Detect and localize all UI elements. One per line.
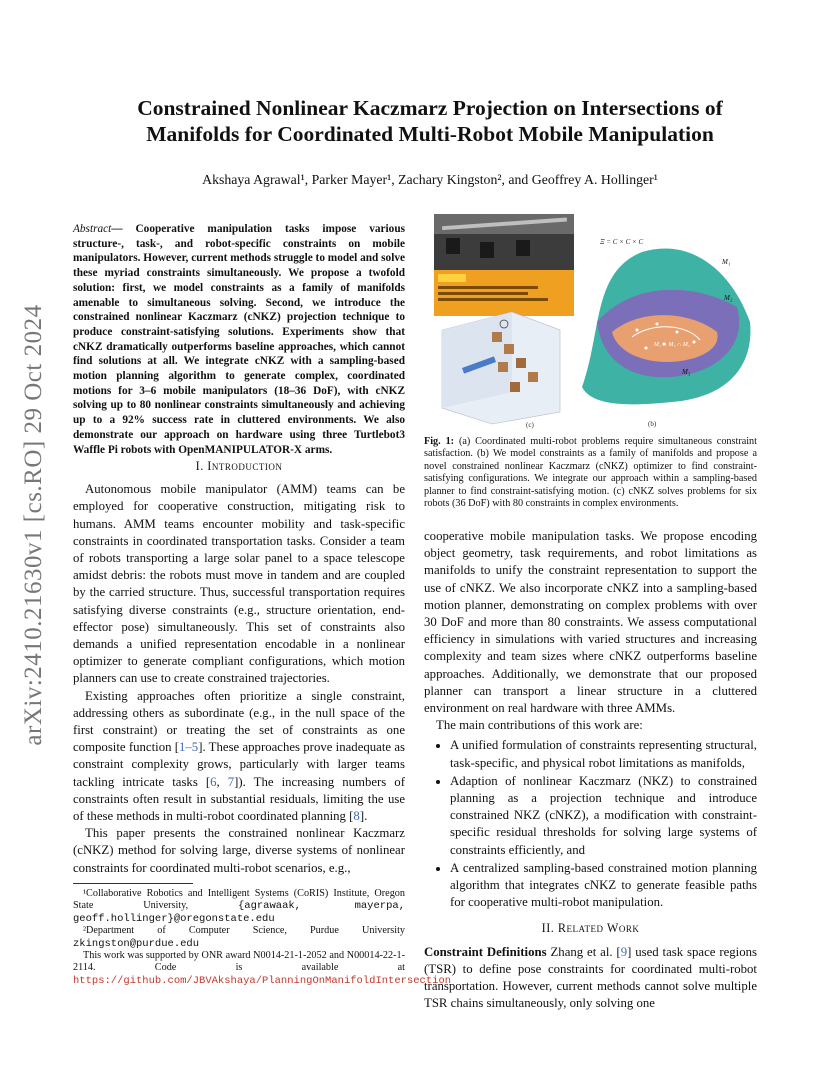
citation-link[interactable]: 8: [353, 809, 360, 824]
caption-label: Fig. 1:: [424, 436, 455, 447]
contribution-item: • Adaption of nonlinear Kaczmarz (NKZ) to constrained planning as a projection technique and introduce constrained NKZ (cNKZ), a modification with constraint-specific residual thresholds for solving large systems of constraints efficiently, and: [450, 773, 757, 859]
arxiv-identifier: arXiv:2410.21630v1 [cs.RO] 29 Oct 2024: [20, 304, 47, 746]
contributions-intro: The main contributions of this work are:: [436, 718, 643, 733]
figure-1-caption: [424, 436, 757, 510]
footnote-rule: [73, 883, 193, 884]
paper-title: [70, 95, 790, 147]
footnotes: [73, 887, 452, 987]
configuration-space-label: Ξ = C × C × C: [600, 238, 644, 246]
left-column: [73, 458, 452, 987]
code-url-link[interactable]: https://github.com/JBVAkshaya/PlanningOnManifoldIntersection: [73, 974, 452, 987]
footnote-3: This work was supported by ONR award N0014-21-1-2052 and N00014-22-1-2114. Code is available at https://github.com/JBVAkshaya/PlanningOnManifoldIntersection: [73, 949, 452, 987]
citation-link[interactable]: 1–5: [179, 740, 199, 755]
manifold-3-label: M₃: [682, 368, 691, 376]
figure-panel-b: [582, 238, 750, 428]
related-work-subheading: Constraint Definitions: [424, 944, 547, 959]
caption-text: (a) Coordinated multi-robot problems require simultaneous constraint satisfaction. (b) We model constraints as a family of manifolds and propose a novel constrained nonlinear Kaczmarz (cNKZ) optimizer to find constraint-satisfying configurations. We integrate our approach within a sampling-based planner to find constraint-satisfying motion. (c) cNKZ solves problems for six robots (36 DoF) with 80 constraints in complex environments.: [424, 436, 757, 510]
abstract-label: Abstract: [73, 223, 112, 235]
contributions-list: [424, 737, 757, 911]
intro-paragraph-2: Existing approaches often prioritize a single constraint, addressing others as subordinate (e.g., in the null space of the first constraint) or treating the set of constraints as one composite function [1–5]. These approaches prove inadequate as constraint complexity grows, particularly with larger teams tackling intricate tasks [6, 7]). The increasing numbers of constraints often result in substantial residuals, limiting the use of these methods in multi-robot coordinated planning [8].: [73, 688, 405, 824]
contribution-item: • A centralized sampling-based constrained motion planning algorithm that integrates cNKZ to generate feasible paths for cooperative multi-robot manipulation.: [450, 860, 757, 912]
intro-paragraph-1: Autonomous mobile manipulator (AMM) teams can be employed for cooperative construction, mitigating risk to humans. AMM teams encounter mobility and task-specific constraints in coordinated transportation tasks. Consider a team of robots transporting a large solar panel to a space telescope amidst debris: the robots must move in tandem and are coupled by the carried structure. Thus, successful transportation requires satisfying diverse constraints (e.g., structure orientation, end-effector pose) simultaneously. This set of constraints also demands a unified representation encodable in a nonlinear optimizer to generate compliant configurations, which motion planners can use to create constrained trajectories.: [73, 482, 405, 686]
panel-c-label: (c): [526, 421, 534, 429]
intersection-label: M₁ ∩ M₂ ∩ M₃: [654, 342, 690, 348]
manifold-1-label: M₁: [722, 258, 731, 266]
footnote-2: ²Department of Computer Science, Purdue University zkingston@purdue.edu: [73, 925, 405, 950]
citation-link[interactable]: 7: [227, 774, 235, 789]
right-column: [424, 528, 757, 1012]
figure-panel-c: [442, 312, 560, 429]
citation-link[interactable]: 9: [620, 944, 628, 959]
figure-panel-a: [434, 214, 574, 324]
title-line-1: Constrained Nonlinear Kaczmarz Projection on Intersections of: [137, 96, 723, 120]
title-line-2: Manifolds for Coordinated Multi-Robot Mobile Manipulation: [146, 122, 714, 146]
related-work-paragraph: Constraint Definitions Zhang et al. [9] used task space regions (TSR) to define pose constraints for coordinated multi-robot transportation. However, current methods cannot solve multiple TSR chains simultaneously, only solving one: [424, 944, 757, 1011]
abstract: [73, 222, 405, 457]
footnote-1: ¹Collaborative Robotics and Intelligent Systems (CoRIS) Institute, Oregon State University, {agrawaak, mayerpa, geoff.hollinger}@oregonstate.edu: [73, 887, 405, 925]
right-paragraph-1: cooperative mobile manipulation tasks. We propose encoding object geometry, task requirements, and robot limitations as manifolds to unify the constraint representation to support the use of cNKZ. We also incorporate cNKZ into a sampling-based motion planner, demonstrating on complex problems with over 30 DoF and more than 80 constraints. We assess computational efficiency in simulations with varied structures and increasing complexity and team sizes where cNKZ outperforms baseline approaches. Additionally, we demonstrate that our proposed planner can transport a linear structure in a cluttered environment on real hardware with three AMMs.: [424, 529, 757, 716]
section-heading-introduction: I. Introduction: [195, 459, 283, 473]
citation-link[interactable]: 6: [210, 774, 217, 789]
section-heading-related-work: II. Related Work: [541, 921, 640, 936]
panel-b-label: (b): [648, 420, 657, 428]
arxiv-sidebar: [14, 285, 54, 765]
abstract-text: — Cooperative manipulation tasks impose various structure-, task-, and robot-specific constraints on mobile manipulators. However, current methods struggle to model and solve these myriad constraints simultaneously. We propose a twofold solution: first, we model constraints as a family of manifolds amenable to simultaneous solving. Second, we introduce the constrained nonlinear Kaczmarz (cNKZ) projection technique to produce constraint-satisfying solutions. Experiments show that cNKZ dramatically outperforms baseline approaches, which cannot find solutions at all. We integrate cNKZ with a sampling-based motion planning algorithm to generate complex, coordinated motions for 3–6 mobile manipulators (18–36 DoF), with cNKZ solving up to 80 nonlinear constraints simultaneously and achieving up to a 92% success rate in cluttered environments. We also demonstrate our approach on hardware using three Turtlebot3 Waffle Pi robots with OpenMANIPULATOR-X arms.: [73, 223, 405, 456]
contribution-item: • A unified formulation of constraints representing structural, task-specific, and physical robot limitations as manifolds,: [450, 737, 757, 771]
figure-1: [432, 212, 756, 430]
authors: Akshaya Agrawal¹, Parker Mayer¹, Zachary Kingston², and Geoffrey A. Hollinger¹: [202, 172, 658, 187]
manifold-2-label: M₂: [724, 294, 733, 302]
intro-paragraph-3: This paper presents the constrained nonlinear Kaczmarz (cNKZ) method for solving large, diverse systems of nonlinear constraints for coordinated multi-robot scenarios, e.g.,: [73, 826, 405, 875]
